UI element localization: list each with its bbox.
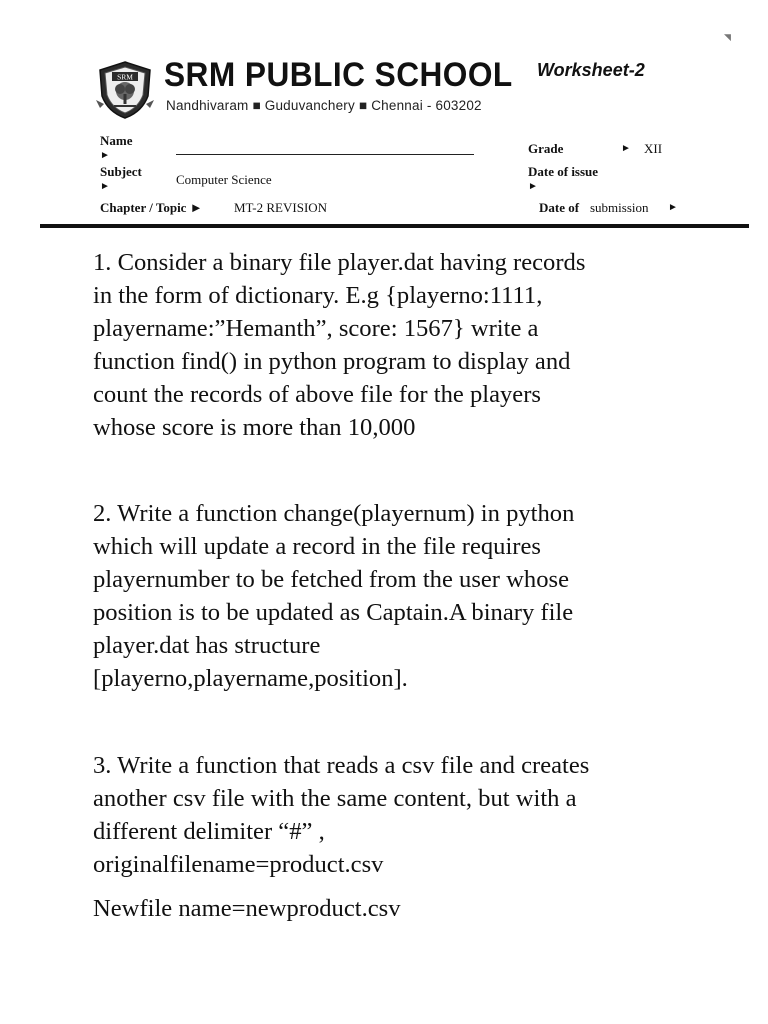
header-divider (40, 224, 749, 228)
school-crest-icon (94, 60, 156, 120)
grade-arrow-icon: ► (621, 143, 631, 154)
submission-value: submission (590, 200, 649, 215)
chapter-label: Chapter / Topic ► (100, 200, 203, 215)
date-arrow-icon: ► (528, 181, 538, 192)
school-address: Nandhivaram ■ Guduvanchery ■ Chennai - 603202 (166, 98, 482, 113)
name-label: Name (100, 133, 133, 148)
submission-label: Date of (539, 200, 580, 215)
date-of-issue-label: Date of issue (528, 164, 599, 179)
question-2: 2. Write a function change(playernum) in python which will update a record in the file requires playernumber to be fetched from the user whose position is to be updated as Captain.A binary file player.dat has structure [playerno,playername,position]. (93, 500, 575, 692)
grade-value: XII (644, 141, 663, 156)
worksheet-title: Worksheet-2 (537, 60, 645, 80)
name-arrow-icon: ► (100, 150, 110, 161)
name-field[interactable] (176, 154, 474, 155)
question-3: 3. Write a function that reads a csv file and creates another csv file with the same content, but with a different delimiter “#” , originalfilename=product.csv (93, 752, 590, 878)
subject-value: Computer Science (176, 172, 272, 187)
school-name: SRM PUBLIC SCHOOL (164, 56, 513, 94)
question-1: 1. Consider a binary file player.dat having records in the form of dictionary. E.g {playerno:1111, playername:”Hemanth”, score: 1567} write a function find() in python program to display and count the records of above file for the players whose score is more than 10,000 (93, 249, 586, 441)
question-3-newfile: Newfile name=newproduct.csv (93, 895, 401, 922)
submission-arrow-icon: ► (668, 202, 678, 213)
school-logo (94, 60, 156, 120)
logo-text: SRM (117, 72, 133, 82)
grade-label: Grade (528, 141, 564, 156)
corner-mark-icon: ◥ (724, 32, 731, 42)
subject-arrow-icon: ► (100, 181, 110, 192)
subject-label: Subject (100, 164, 142, 179)
chapter-value: MT-2 REVISION (234, 200, 328, 215)
